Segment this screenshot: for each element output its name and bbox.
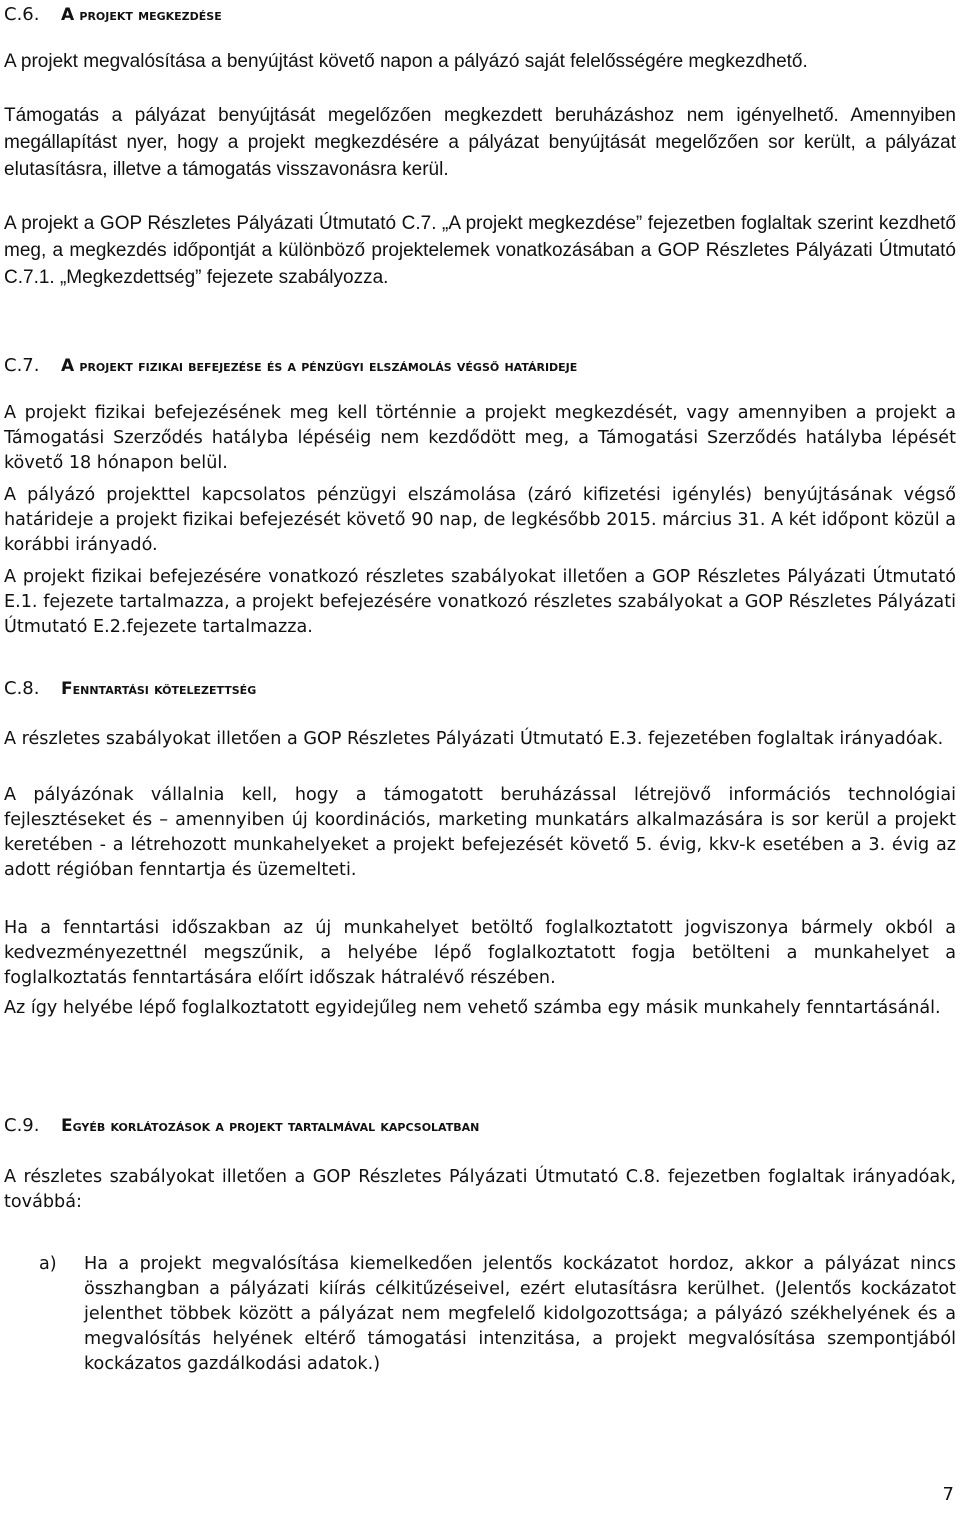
list-item-text: Ha a projekt megvalósítása kiemelkedően jelentős kockázatot hordoz, akkor a pályázat nincs összhangban a pályázati kiírás célkitűzéseivel, ezért elutasításra kerülhet. (Jelentős kockázatot jelenthet többek között a pályázat nem megfelelő kidolgozottsága; a pályázó székhelyének és a megvalósítás helyének eltérő támogatási intenzitása, a projekt megvalósítása szempontjából kockázatos gazdálkodási adatok.): [84, 1254, 956, 1374]
paragraph: A részletes szabályokat illetően a GOP Részletes Pályázati Útmutató E.3. fejezetében foglaltak irányadóak.: [4, 729, 944, 749]
paragraph: A projekt fizikai befejezésének meg kell történnie a projekt megkezdését, vagy amennyiben a projekt a Támogatási Szerződés hatályba lépéséig nem kezdődött meg, a Támogatási Szerződés hatályba lépését követő 18 hónapon belül.: [4, 403, 956, 473]
section-title: A projekt fizikai befejezése és a pénzügyi elszámolás végső határideje: [61, 356, 578, 376]
paragraph: A projekt megvalósítása a benyújtást követő napon a pályázó saját felelősségére megkezdhető.: [4, 51, 808, 72]
section-number: C.8.: [4, 678, 40, 699]
paragraph: A projekt a GOP Részletes Pályázati Útmutató C.7. „A projekt megkezdése” fejezetben foglaltak szerint kezdhető meg, a megkezdés időpontját a különböző projektelemek vonatkozásában a GOP Részletes Pályázati Útmutató C.7.1. „Megkezdettség” fejezete szabályozza.: [4, 213, 956, 288]
section-heading-c6: [4, 4, 222, 25]
paragraph: Támogatás a pályázat benyújtását megelőzően megkezdett beruházáshoz nem igényelhető. Amennyiben megállapítást nyer, hogy a projekt megkezdésére a pályázat benyújtását megelőzően sor került, a pályázat elutasításra, illetve a támogatás visszavonásra kerül.: [4, 105, 956, 180]
section-title: A projekt megkezdése: [61, 5, 222, 25]
paragraph: Ha a fenntartási időszakban az új munkahelyet betöltő foglalkoztatott jogviszonya bármely okból a kedvezményezettnél megszűnik, a helyébe lépő foglalkoztatott fogja betölteni a munkahelyet a foglalkoztatás fenntartására előírt időszak hátralévő részében.: [4, 918, 956, 988]
section-heading-c8: [4, 678, 256, 699]
section-title: Egyéb korlátozások a projekt tartalmával kapcsolatban: [61, 1116, 480, 1136]
paragraph: A pályázónak vállalnia kell, hogy a támogatott beruházással létrejövő információs technológiai fejlesztéseket és – amennyiben új koordinációs, marketing munkatárs alkalmazására is sor kerül a projekt keretében - a létrehozott munkahelyeket a projekt befejezését követő 5. évig, kkv-k esetében a 3. évig az adott régióban fenntartja és üzemelteti.: [4, 785, 956, 880]
page-number: 7: [942, 1484, 954, 1505]
section-number: C.6.: [4, 4, 40, 25]
list-marker: a): [39, 1254, 57, 1274]
paragraph: A pályázó projekttel kapcsolatos pénzügyi elszámolása (záró kifizetési igénylés) benyújtásának végső határideje a projekt fizikai befejezését követő 90 nap, de legkésőbb 2015. március 31. A két időpont közül a korábbi irányadó.: [4, 485, 956, 555]
section-title: Fenntartási kötelezettség: [61, 679, 257, 699]
section-heading-c7: [4, 355, 577, 376]
section-heading-c9: [4, 1115, 479, 1136]
paragraph: Az így helyébe lépő foglalkoztatott egyidejűleg nem vehető számba egy másik munkahely fenntartásánál.: [4, 998, 941, 1018]
paragraph: A projekt fizikai befejezésére vonatkozó részletes szabályokat illetően a GOP Részletes Pályázati Útmutató E.1. fejezete tartalmazza, a projekt befejezésére vonatkozó részletes szabályokat a GOP Részletes Pályázati Útmutató E.2.fejezete tartalmazza.: [4, 567, 956, 637]
section-number: C.7.: [4, 355, 40, 376]
paragraph: A részletes szabályokat illetően a GOP Részletes Pályázati Útmutató C.8. fejezetben foglaltak irányadóak, továbbá:: [4, 1167, 956, 1212]
section-number: C.9.: [4, 1115, 40, 1136]
